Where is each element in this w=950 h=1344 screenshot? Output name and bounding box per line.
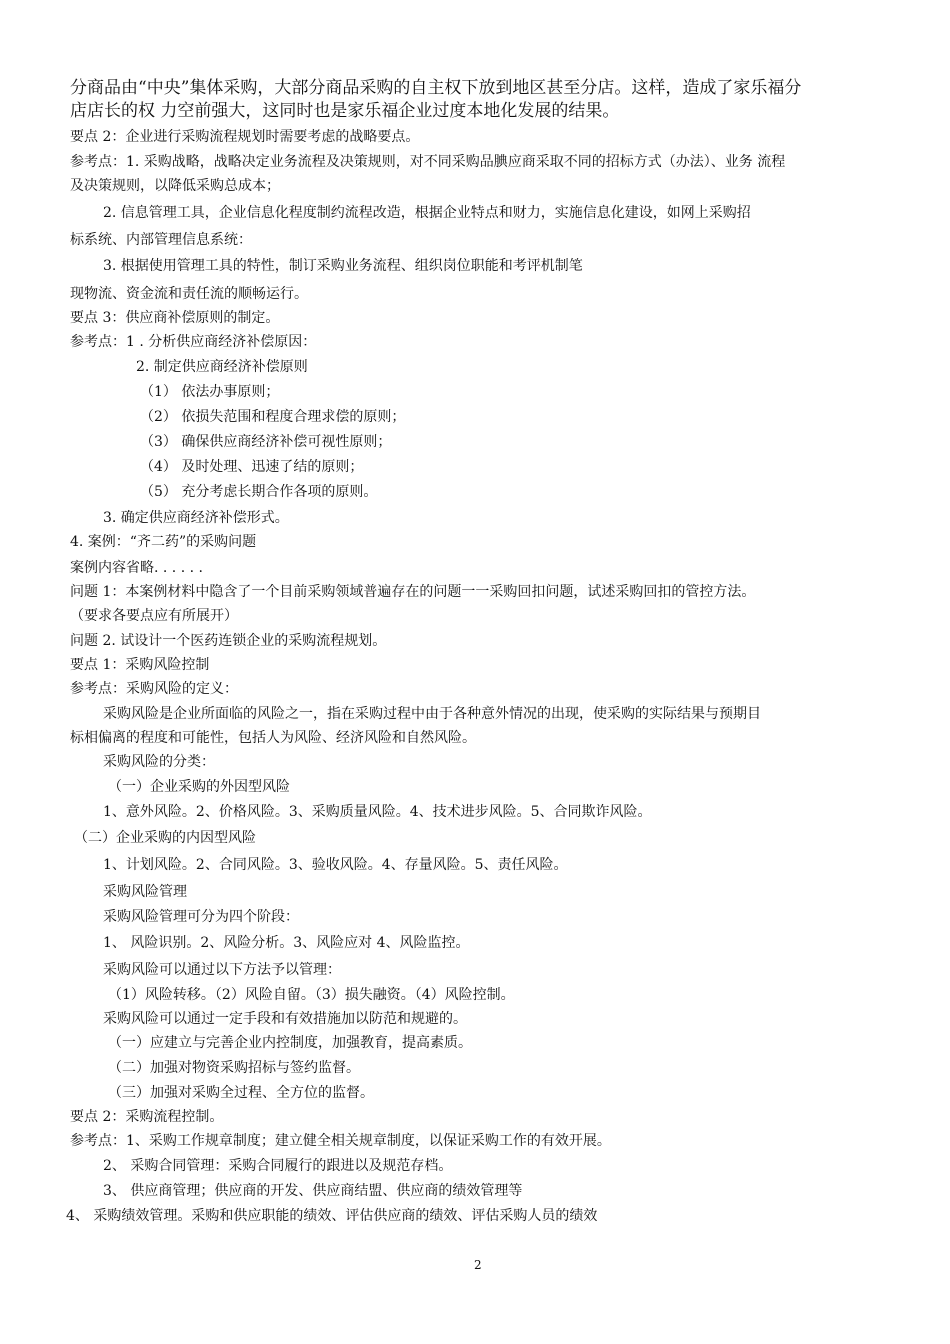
text-line: 采购风险的分类： <box>103 754 215 770</box>
text-line: 标系统、内部管理信息系统： <box>70 232 252 248</box>
text-line: 3. 确定供应商经济补偿形式。 <box>103 510 289 526</box>
text-line: 采购风险管理可分为四个阶段： <box>103 909 299 925</box>
text-line: 1、计划风险。2、合同风险。3、验收风险。4、存量风险。5、责任风险。 <box>103 857 568 873</box>
text-line: 分商品由“中央”集体采购，大部分商品采购的自主权下放到地区甚至分店。这样，造成了家乐福分 <box>70 78 802 98</box>
text-line: 3. 根据使用管理工具的特性，制订采购业务流程、组织岗位职能和考评机制笔 <box>103 258 583 274</box>
list-item: （5） 充分考虑长期合作各项的原则。 <box>140 484 378 500</box>
text-line: 1、 风险识别。2、风险分析。3、风险应对 4、风险监控。 <box>103 935 470 951</box>
text-line: 采购风险是企业所面临的风险之一，指在采购过程中由于各种意外情况的出现，使采购的实际结果与预期目 <box>103 706 761 722</box>
list-item: （3） 确保供应商经济补偿可视性原则； <box>140 434 392 450</box>
text-line: 参考点：1、采购工作规章制度；建立健全相关规章制度，以保证采购工作的有效开展。 <box>70 1133 611 1149</box>
text-line: 参考点：采购风险的定义： <box>70 681 238 697</box>
text-line: 2、 采购合同管理：采购合同履行的跟进以及规范存档。 <box>103 1158 453 1174</box>
text-line: 2. 信息管理工具，企业信息化程度制约流程改造，根据企业特点和财力，实施信息化建设，如网上采购招 <box>103 205 751 221</box>
text-line: 店店长的权 力空前强大，这同时也是家乐福企业过度本地化发展的结果。 <box>70 101 620 121</box>
section-heading: 4. 案例：“齐二药”的采购问题 <box>70 534 257 550</box>
list-item: （1） 依法办事原则； <box>140 384 280 400</box>
text-line: 要点 3：供应商补偿原则的制定。 <box>70 310 280 326</box>
text-line: （1）风险转移。（2）风险自留。（3）损失融资。（4）风险控制。 <box>108 987 515 1003</box>
text-line: 4、 采购绩效管理。采购和供应职能的绩效、评估供应商的绩效、评估采购人员的绩效 <box>66 1208 598 1224</box>
text-line: 问题 2. 试设计一个医药连锁企业的采购流程规划。 <box>70 633 387 649</box>
text-line: 1、意外风险。2、价格风险。3、采购质量风险。4、技术进步风险。5、合同欺诈风险。 <box>103 804 652 820</box>
text-line: 采购风险可以通过以下方法予以管理： <box>103 962 341 978</box>
text-line: 采购风险可以通过一定手段和有效措施加以防范和规避的。 <box>103 1011 467 1027</box>
list-item: （4） 及时处理、迅速了结的原则； <box>140 459 364 475</box>
page-number: 2 <box>474 1258 482 1272</box>
text-line: 要点 1：采购风险控制 <box>70 657 210 673</box>
text-line: 参考点：1 . 分析供应商经济补偿原因： <box>70 334 317 350</box>
text-line: 及决策规则，以降低采购总成本； <box>70 178 280 194</box>
text-line: （一）企业采购的外因型风险 <box>108 779 290 795</box>
text-line: （要求各要点应有所展开） <box>70 608 238 624</box>
text-line: （一）应建立与完善企业内控制度，加强教育，提高素质。 <box>108 1035 472 1051</box>
text-line: 2. 制定供应商经济补偿原则 <box>136 359 308 375</box>
text-line: 问题 1：本案例材料中隐含了一个目前采购领域普遍存在的问题一一采购回扣问题，试述采购回扣的管控方法。 <box>70 584 756 600</box>
text-line: 案例内容省略. . . . . . <box>70 560 203 576</box>
text-line: 参考点：1. 采购战略，战略决定业务流程及决策规则，对不同采购品腆应商采取不同的招标方式（办法）、业务 流程 <box>70 154 786 170</box>
list-item: （2） 依损失范围和程度合理求偿的原则； <box>140 409 406 425</box>
text-line: 标相偏离的程度和可能性，包括人为风险、经济风险和自然风险。 <box>70 730 476 746</box>
text-line: 要点 2：企业进行采购流程规划时需要考虑的战略要点。 <box>70 129 420 145</box>
text-line: （二）企业采购的内因型风险 <box>74 830 256 846</box>
text-line: （三）加强对采购全过程、全方位的监督。 <box>108 1085 374 1101</box>
text-line: 3、 供应商管理；供应商的开发、供应商结盟、供应商的绩效管理等 <box>103 1183 523 1199</box>
text-line: 要点 2：采购流程控制。 <box>70 1109 224 1125</box>
text-line: （二）加强对物资采购招标与签约监督。 <box>108 1060 360 1076</box>
text-line: 现物流、资金流和责任流的顺畅运行。 <box>70 286 308 302</box>
text-line: 采购风险管理 <box>103 884 187 900</box>
